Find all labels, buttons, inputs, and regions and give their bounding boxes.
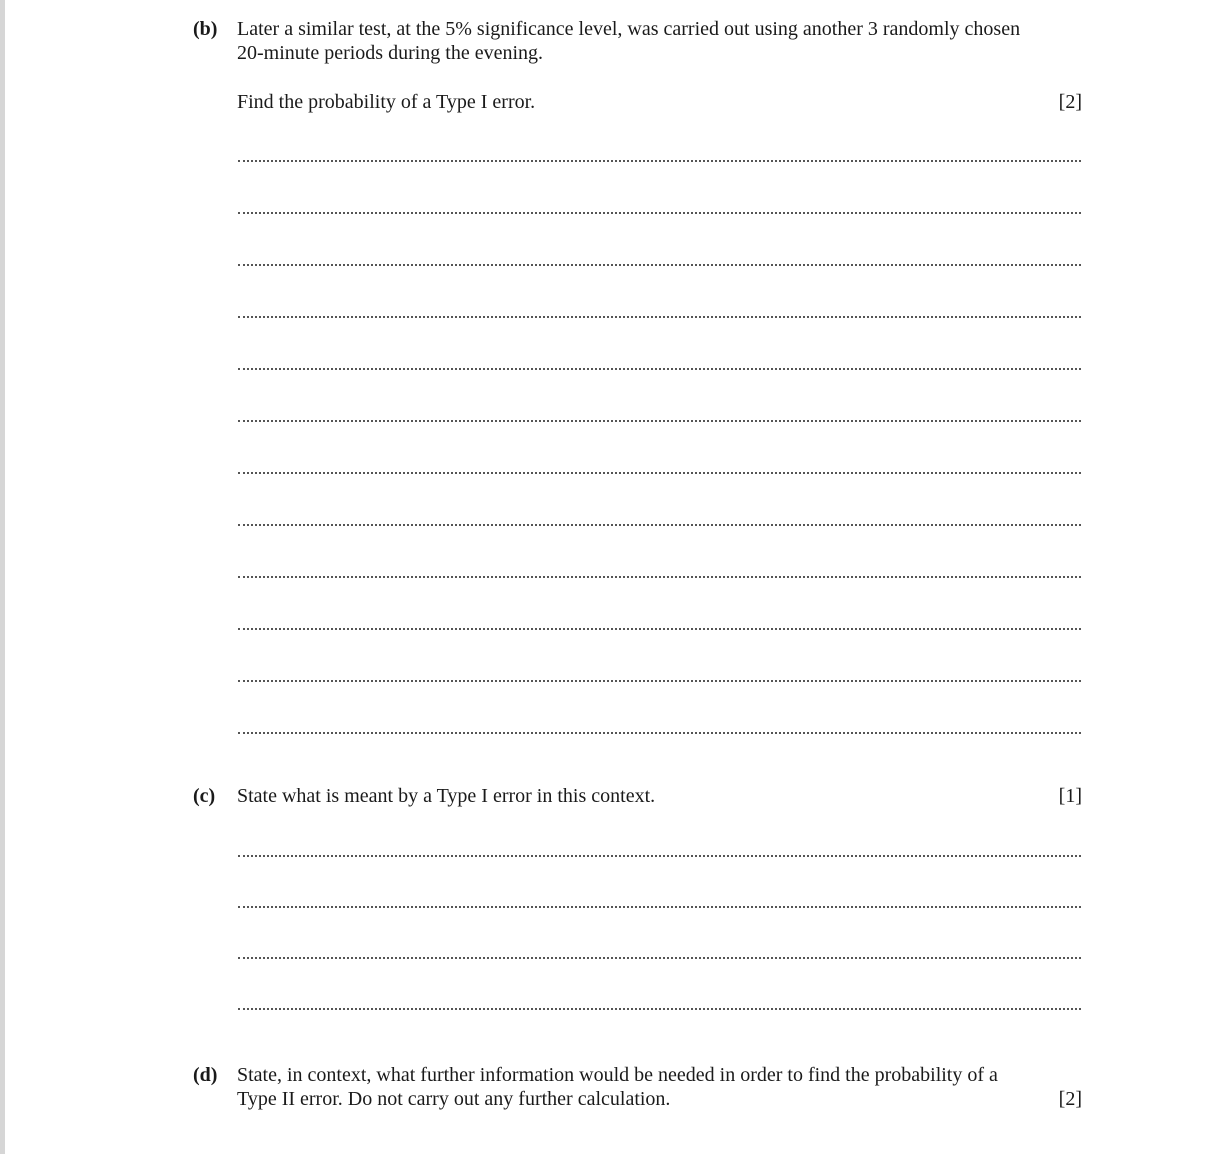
part-b-text-line2: 20-minute periods during the evening.: [237, 42, 544, 64]
part-b-text-line1: Later a similar test, at the 5% significance level, was carried out using another 3 randomly chosen: [237, 18, 1021, 40]
part-b-question: Find the probability of a Type I error.: [237, 91, 536, 113]
answer-line[interactable]: [238, 680, 1081, 682]
answer-line[interactable]: [238, 212, 1081, 214]
part-d-label: (d): [193, 1064, 218, 1086]
answer-line[interactable]: [238, 628, 1081, 630]
part-c-label: (c): [193, 785, 216, 807]
part-d-text-line1: State, in context, what further information would be needed in order to find the probability of a: [237, 1064, 998, 1086]
answer-line[interactable]: [238, 1008, 1081, 1010]
answer-line[interactable]: [238, 316, 1081, 318]
answer-line[interactable]: [238, 576, 1081, 578]
part-c-marks: [1]: [1058, 785, 1082, 807]
answer-line[interactable]: [238, 160, 1081, 162]
answer-line[interactable]: [238, 957, 1081, 959]
answer-line[interactable]: [238, 264, 1081, 266]
part-b-marks: [2]: [1058, 91, 1082, 113]
part-b-label: (b): [193, 18, 218, 40]
part-c-question: State what is meant by a Type I error in this context.: [237, 785, 656, 807]
part-d-text-line2: Type II error. Do not carry out any further calculation.: [237, 1088, 671, 1110]
answer-line[interactable]: [238, 472, 1081, 474]
answer-line[interactable]: [238, 855, 1081, 857]
answer-line[interactable]: [238, 732, 1081, 734]
answer-line[interactable]: [238, 368, 1081, 370]
answer-line[interactable]: [238, 906, 1081, 908]
part-d-marks: [2]: [1058, 1088, 1082, 1110]
answer-line[interactable]: [238, 524, 1081, 526]
page-left-edge: [0, 0, 5, 1154]
answer-line[interactable]: [238, 420, 1081, 422]
